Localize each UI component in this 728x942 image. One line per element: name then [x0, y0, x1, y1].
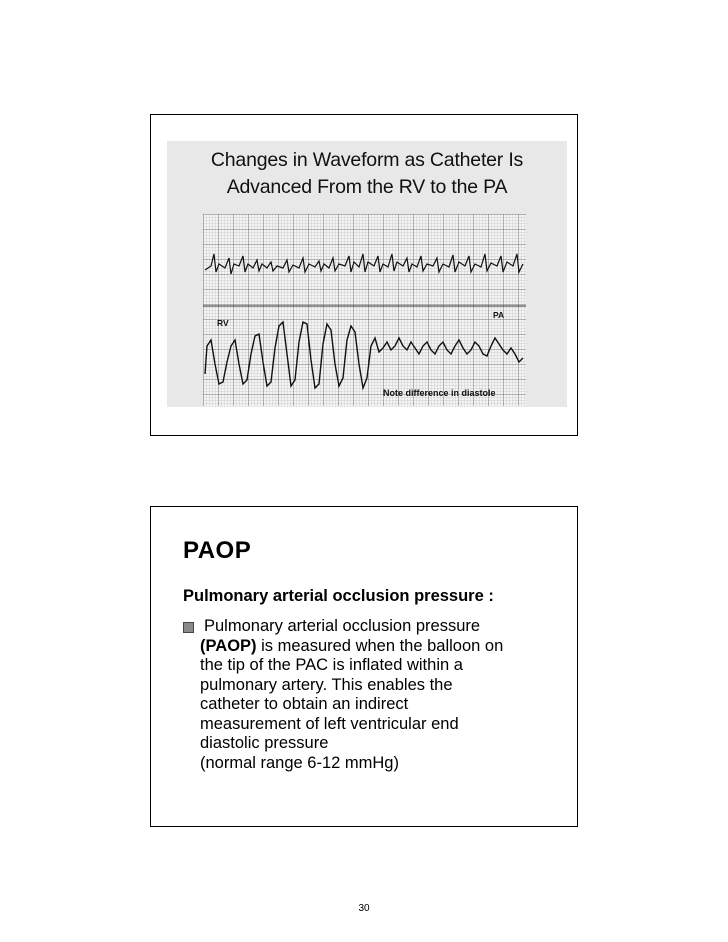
bullet-line: pulmonary artery. This enables the: [200, 675, 453, 694]
paop-term: (PAOP): [200, 636, 257, 655]
slide-paop: [150, 506, 578, 827]
paop-title: PAOP: [183, 537, 252, 564]
grid-lines: [203, 214, 526, 406]
paop-subtitle: Pulmonary arterial occlusion pressure :: [183, 587, 494, 605]
bullet-line: diastolic pressure: [200, 734, 329, 752]
bullet-text: [200, 617, 563, 773]
bullet-line: [200, 637, 563, 657]
slide-waveform: [150, 114, 578, 436]
waveform-title-line2: Advanced From the RV to the PA: [226, 176, 508, 198]
waveform-figure: [167, 141, 567, 407]
ecg-pressure-strip: [203, 214, 526, 406]
bullet-line: measurement of left ventricular end: [200, 714, 459, 733]
pa-label: PA: [493, 310, 505, 320]
bullet-line: Pulmonary arterial occlusion pressure: [204, 617, 481, 635]
page-number: 30: [358, 903, 370, 914]
bullet-line: the tip of the PAC is inflated within a: [200, 656, 463, 674]
waveform-title-line1: Changes in Waveform as Catheter Is: [210, 149, 524, 171]
bullet-line: catheter to obtain an indirect: [200, 695, 409, 713]
paop-bullet: [183, 617, 563, 773]
waveform-title: [167, 147, 567, 201]
bullet-line-rest: is measured when the balloon on: [256, 636, 504, 655]
rv-label: RV: [217, 318, 229, 328]
diastole-note: Note difference in diastole: [383, 388, 496, 398]
bullet-square-icon: [183, 622, 194, 633]
bullet-line: (normal range 6-12 mmHg): [200, 753, 399, 772]
